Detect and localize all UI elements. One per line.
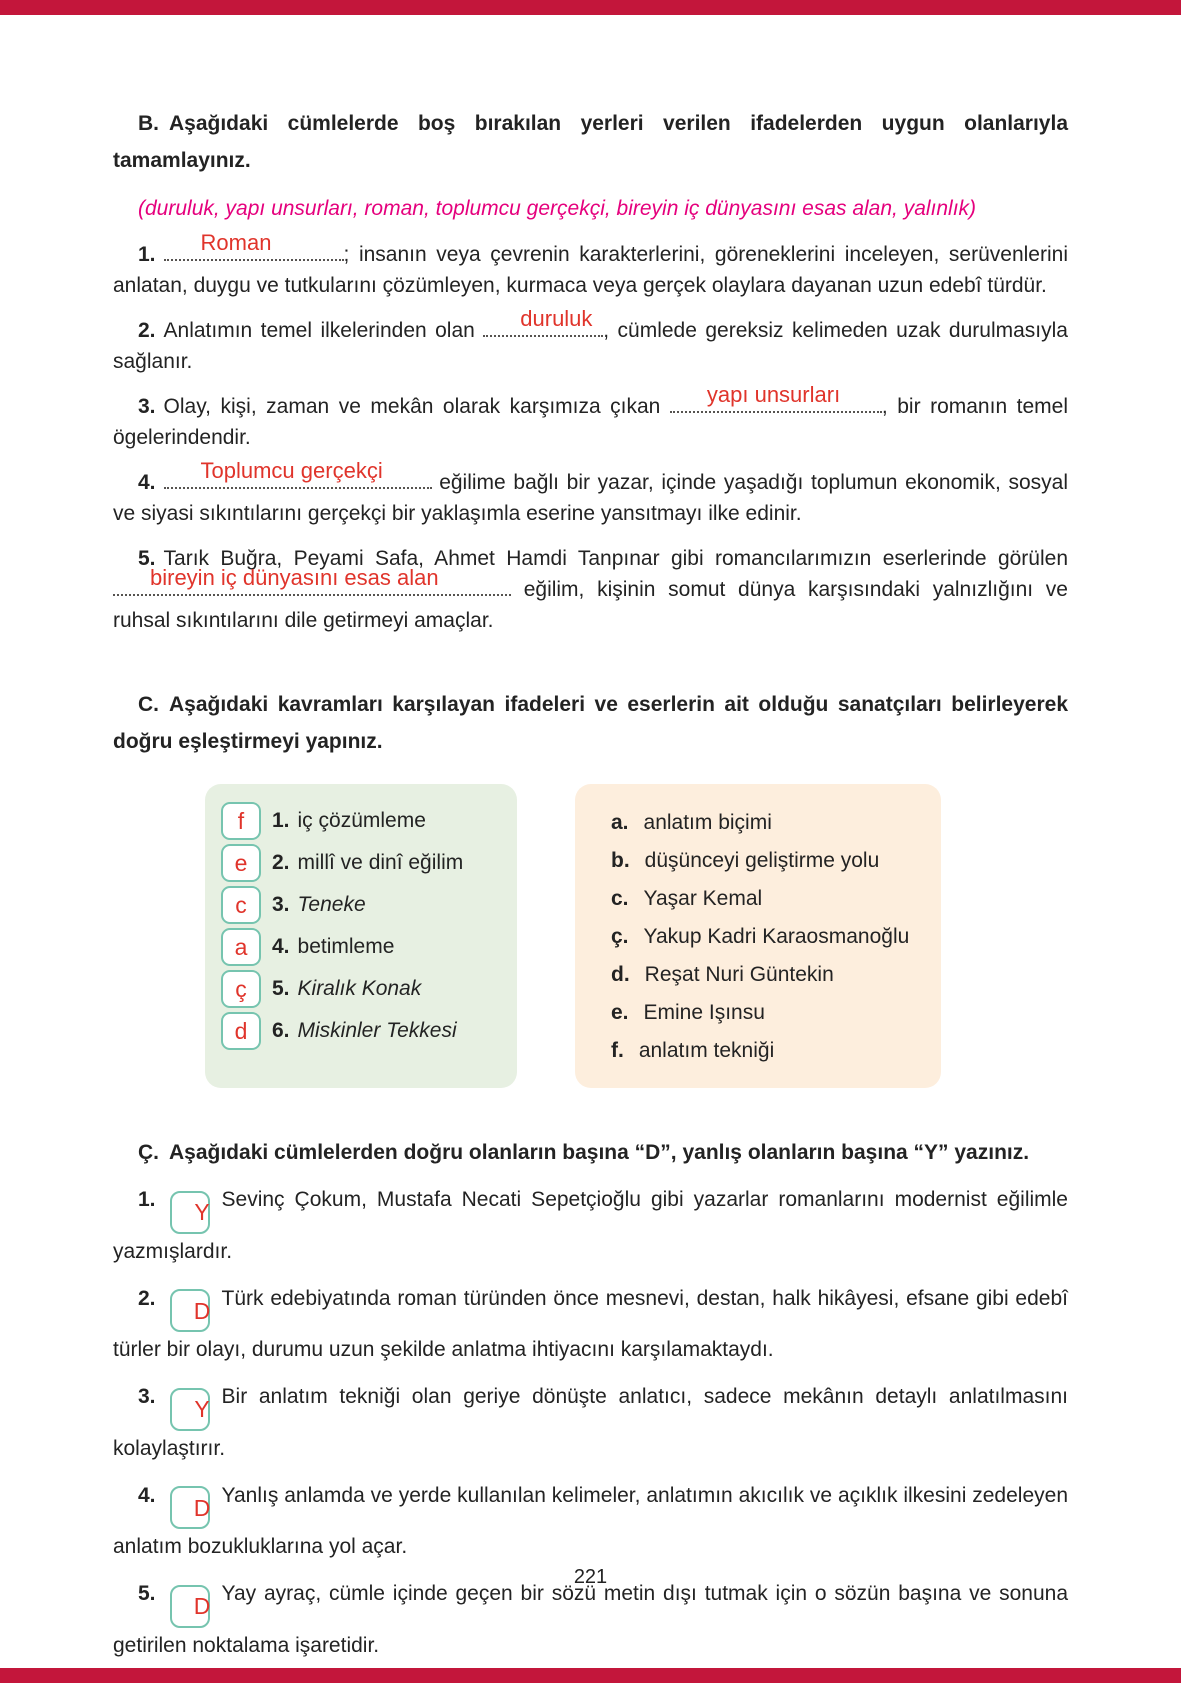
matching-left-row bbox=[221, 1010, 517, 1052]
answer-box[interactable]: e bbox=[221, 844, 261, 882]
true-false-item bbox=[113, 1182, 1068, 1270]
item-number: 4. bbox=[138, 471, 156, 494]
answer-blank[interactable] bbox=[164, 458, 432, 489]
answer-box[interactable]: d bbox=[221, 1012, 261, 1050]
row-letter: f. bbox=[611, 1039, 624, 1062]
item-text: Türk edebiyatında roman türünden önce mesnevi, destan, halk hikâyesi, efsane gibi edebî türler bir olayı, durumu uzun şekilde anlatma ihtiyacını karşılamaktaydı. bbox=[113, 1286, 1068, 1361]
item-text-before: Anlatımın temel ilkelerinden olan bbox=[163, 319, 484, 342]
section-b-letter: B. bbox=[138, 112, 159, 135]
answer-blank[interactable] bbox=[483, 306, 603, 337]
answer-box[interactable]: f bbox=[221, 802, 261, 840]
item-number: 1. bbox=[138, 243, 156, 266]
row-number: 4. bbox=[272, 935, 290, 958]
section-c-heading-text: Aşağıdaki kavramları karşılayan ifadeleri ve eserlerin ait olduğu sanatçıları belirleyerek doğru eşleştirmeyi yapınız. bbox=[113, 693, 1068, 753]
item-number: 2. bbox=[138, 1286, 156, 1310]
fill-blank-item bbox=[113, 458, 1068, 529]
matching-exercise bbox=[205, 784, 1068, 1088]
true-false-items bbox=[113, 1182, 1068, 1664]
handwritten-answer: bireyin iç dünyasını esas alan bbox=[150, 565, 439, 590]
section-b-heading-text: Aşağıdaki cümlelerde boş bırakılan yerleri verilen ifadelerden uygun olanlarıyla tamamlayınız. bbox=[113, 112, 1068, 172]
row-letter: e. bbox=[611, 1001, 629, 1024]
row-number: 5. bbox=[272, 977, 290, 1000]
item-number: 4. bbox=[138, 1483, 156, 1507]
fill-blank-item bbox=[113, 382, 1068, 453]
section-c-heading bbox=[113, 686, 1068, 760]
true-false-item bbox=[113, 1576, 1068, 1664]
item-number: 5. bbox=[138, 1582, 156, 1605]
item-text: Sevinç Çokum, Mustafa Necati Sepetçioğlu gibi yazarlar romanlarını modernist eğilimle yazmışlardır. bbox=[113, 1188, 1068, 1263]
item-text-before: Tarık Buğra, Peyami Safa, Ahmet Hamdi Tanpınar gibi romancılarımızın eserlerinde görülen bbox=[163, 547, 1068, 570]
handwritten-answer: Roman bbox=[200, 230, 272, 255]
matching-left-row bbox=[221, 842, 517, 884]
matching-left-box bbox=[205, 784, 517, 1088]
row-label: anlatım tekniği bbox=[638, 1039, 775, 1062]
section-b-heading bbox=[113, 105, 1068, 179]
true-false-answer-box[interactable]: Y bbox=[170, 1191, 210, 1234]
matching-right-box bbox=[575, 784, 941, 1088]
row-number: 2. bbox=[272, 851, 290, 874]
handwritten-answer: duruluk bbox=[520, 306, 593, 331]
section-c2-heading bbox=[113, 1134, 1068, 1171]
row-label: Emine Işınsu bbox=[643, 1001, 765, 1024]
true-false-answer-box[interactable]: D bbox=[170, 1289, 210, 1332]
matching-right-row bbox=[611, 804, 941, 842]
true-false-answer-box[interactable]: D bbox=[170, 1585, 210, 1628]
answer-blank[interactable] bbox=[113, 565, 511, 596]
item-number: 2. bbox=[138, 319, 156, 342]
row-label: düşünceyi geliştirme yolu bbox=[644, 849, 880, 872]
item-text-before: Olay, kişi, zaman ve mekân olarak karşımıza çıkan bbox=[163, 395, 670, 418]
handwritten-answer: yapı unsurları bbox=[706, 382, 841, 407]
matching-left-row bbox=[221, 884, 517, 926]
handwritten-answer: Toplumcu gerçekçi bbox=[200, 458, 383, 483]
row-letter: ç. bbox=[611, 925, 629, 948]
matching-right-row bbox=[611, 918, 941, 956]
matching-right-row bbox=[611, 880, 941, 918]
true-false-item bbox=[113, 1478, 1068, 1566]
item-text: Yanlış anlamda ve yerde kullanılan kelimeler, anlatımın akıcılık ve açıklık ilkesini zedeleyen anlatım bozukluklarına yol açar. bbox=[113, 1483, 1068, 1558]
answer-box[interactable]: ç bbox=[221, 970, 261, 1008]
row-label: betimleme bbox=[297, 935, 395, 958]
matching-right-row bbox=[611, 842, 941, 880]
row-label: Yaşar Kemal bbox=[643, 887, 763, 910]
item-text-after: ; insanın veya çevrenin karakterlerini, göreneklerini inceleyen, serüvenlerini anlatan, duygu ve tutkularını çözümleyen, kurmaca veya gerçek olaylara dayanan uzun edebî türdür. bbox=[113, 243, 1068, 297]
matching-left-row bbox=[221, 968, 517, 1010]
page-number: 221 bbox=[573, 1566, 608, 1588]
row-label: anlatım biçimi bbox=[643, 811, 772, 834]
section-c2-heading-text: Aşağıdaki cümlelerden doğru olanların başına “D”, yanlış olanların başına “Y” yazınız. bbox=[169, 1141, 1030, 1164]
answer-blank[interactable] bbox=[164, 230, 344, 261]
item-text: Bir anlatım tekniği olan geriye dönüşte anlatıcı, sadece mekânın detaylı anlatılmasını kolaylaştırır. bbox=[113, 1385, 1068, 1460]
item-number: 3. bbox=[138, 1385, 156, 1408]
true-false-answer-box[interactable]: Y bbox=[170, 1388, 210, 1431]
fill-blank-item bbox=[113, 306, 1068, 377]
row-label: Yakup Kadri Karaosmanoğlu bbox=[643, 925, 910, 948]
row-label: Miskinler Tekkesi bbox=[297, 1019, 457, 1042]
answer-box[interactable]: a bbox=[221, 928, 261, 966]
row-label: Reşat Nuri Güntekin bbox=[644, 963, 834, 986]
fill-blank-items bbox=[113, 230, 1068, 636]
true-false-answer-box[interactable]: D bbox=[170, 1486, 210, 1529]
answer-blank[interactable] bbox=[670, 382, 882, 413]
bottom-accent-bar bbox=[0, 1668, 1181, 1683]
row-number: 3. bbox=[272, 893, 290, 916]
section-c-letter: C. bbox=[138, 693, 159, 716]
item-number: 3. bbox=[138, 395, 156, 418]
matching-right-row bbox=[611, 1032, 941, 1070]
true-false-item bbox=[113, 1379, 1068, 1467]
matching-right-row bbox=[611, 956, 941, 994]
word-bank: (duruluk, yapı unsurları, roman, toplumcu gerçekçi, bireyin iç dünyasını esas alan, yalınlık) bbox=[138, 197, 977, 220]
fill-blank-item bbox=[113, 230, 1068, 301]
section-c2-letter: Ç. bbox=[138, 1141, 159, 1164]
true-false-item bbox=[113, 1281, 1068, 1369]
matching-left-row bbox=[221, 800, 517, 842]
answer-box[interactable]: c bbox=[221, 886, 261, 924]
row-letter: c. bbox=[611, 887, 629, 910]
row-letter: a. bbox=[611, 811, 629, 834]
item-number: 1. bbox=[138, 1188, 156, 1211]
row-letter: d. bbox=[611, 963, 630, 986]
row-number: 6. bbox=[272, 1019, 290, 1042]
item-text: Yay ayraç, cümle içinde geçen bir sözü metin dışı tutmak için o sözün başına ve sonuna getirilen noktalama işaretidir. bbox=[113, 1582, 1068, 1657]
item-text-after: eğilime bağlı bir yazar, içinde yaşadığı toplumun ekonomik, sosyal ve siyasi sıkıntılarını gerçekçi bir yaklaşımla eserine yansıtmayı ilke edinir. bbox=[113, 471, 1068, 525]
row-label: Kiralık Konak bbox=[297, 977, 422, 1000]
row-label: Teneke bbox=[297, 893, 366, 916]
item-text-after: eğilim, kişinin somut dünya karşısındaki yalnızlığını ve ruhsal sıkıntılarını dile getirmeyi amaçlar. bbox=[113, 578, 1068, 632]
item-number: 5. bbox=[138, 547, 156, 570]
item-text-after: , bir romanın temel ögelerindendir. bbox=[113, 395, 1068, 449]
matching-right-row bbox=[611, 994, 941, 1032]
row-number: 1. bbox=[272, 809, 290, 832]
top-accent-bar bbox=[0, 0, 1181, 15]
item-text-after: , cümlede gereksiz kelimeden uzak durulmasıyla sağlanır. bbox=[113, 319, 1068, 373]
matching-left-row bbox=[221, 926, 517, 968]
row-label: iç çözümleme bbox=[297, 809, 426, 832]
page-content bbox=[113, 15, 1068, 1664]
row-letter: b. bbox=[611, 849, 630, 872]
row-label: millî ve dinî eğilim bbox=[297, 851, 464, 874]
fill-blank-item bbox=[113, 543, 1068, 636]
